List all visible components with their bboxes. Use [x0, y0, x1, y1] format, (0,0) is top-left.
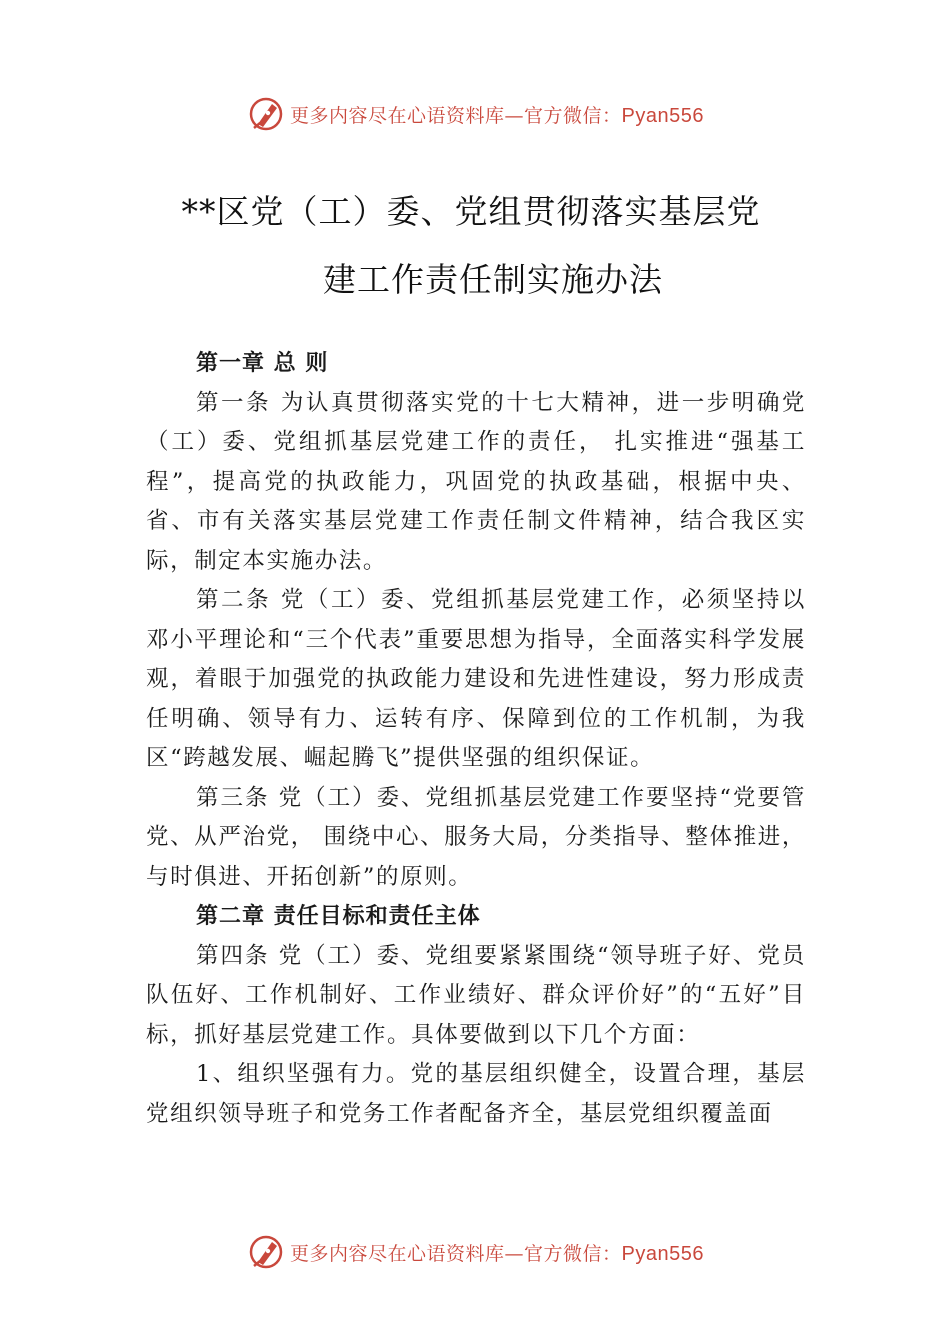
- pen-nib-logo-icon: [246, 1232, 286, 1272]
- watermark-text: 更多内容尽在心语资料库—官方微信：Pyan556: [290, 104, 704, 127]
- chapter-heading: 第二章 责任目标和责任主体: [196, 904, 481, 929]
- watermark-text: 更多内容尽在心语资料库—官方微信：Pyan556: [290, 1242, 704, 1265]
- article-paragraph: 第一条 为认真贯彻落实党的十七大精神，进一步明确党（工）委、党组抓基层党建工作的责任， 扎实推进“强基工程”，提高党的执政能力，巩固党的执政基础，根据中央、省、市有关落实基层党建工作责任制文件精神，结合我区实际，制定本实施办法。: [146, 389, 806, 574]
- article-paragraph: 第四条 党（工）委、党组要紧紧围绕“领导班子好、党员队伍好、工作机制好、工作业绩好、群众评价好”的“五好”目标，抓好基层党建工作。具体要做到以下几个方面：: [146, 942, 806, 1048]
- document-body: [146, 344, 806, 1134]
- document-title-line-2: 建工作责任制实施办法: [323, 260, 663, 299]
- article-paragraph: 第三条 党（工）委、党组抓基层党建工作要坚持“党要管党、从严治党， 围绕中心、服务大局，分类指导、整体推进，与时俱进、开拓创新”的原则。: [146, 784, 806, 890]
- article-paragraph: 第二条 党（工）委、党组抓基层党建工作，必须坚持以邓小平理论和“三个代表”重要思想为指导，全面落实科学发展观，着眼于加强党的执政能力建设和先进性建设，努力形成责任明确、领导有力、运转有序、保障到位的工作机制，为我区“跨越发展、崛起腾飞”提供坚强的组织保证。: [146, 587, 806, 771]
- chapter-heading: 第一章 总 则: [196, 351, 329, 376]
- header-watermark: [0, 94, 950, 134]
- document-title-line-1: **区党（工）委、党组贯彻落实基层党: [181, 192, 761, 231]
- list-item-paragraph: 1、组织坚强有力。党的基层组织健全，设置合理，基层党组织领导班子和党务工作者配备齐全，基层党组织覆盖面: [146, 1061, 806, 1127]
- footer-watermark: [0, 1232, 950, 1272]
- pen-nib-logo-icon: [246, 94, 286, 134]
